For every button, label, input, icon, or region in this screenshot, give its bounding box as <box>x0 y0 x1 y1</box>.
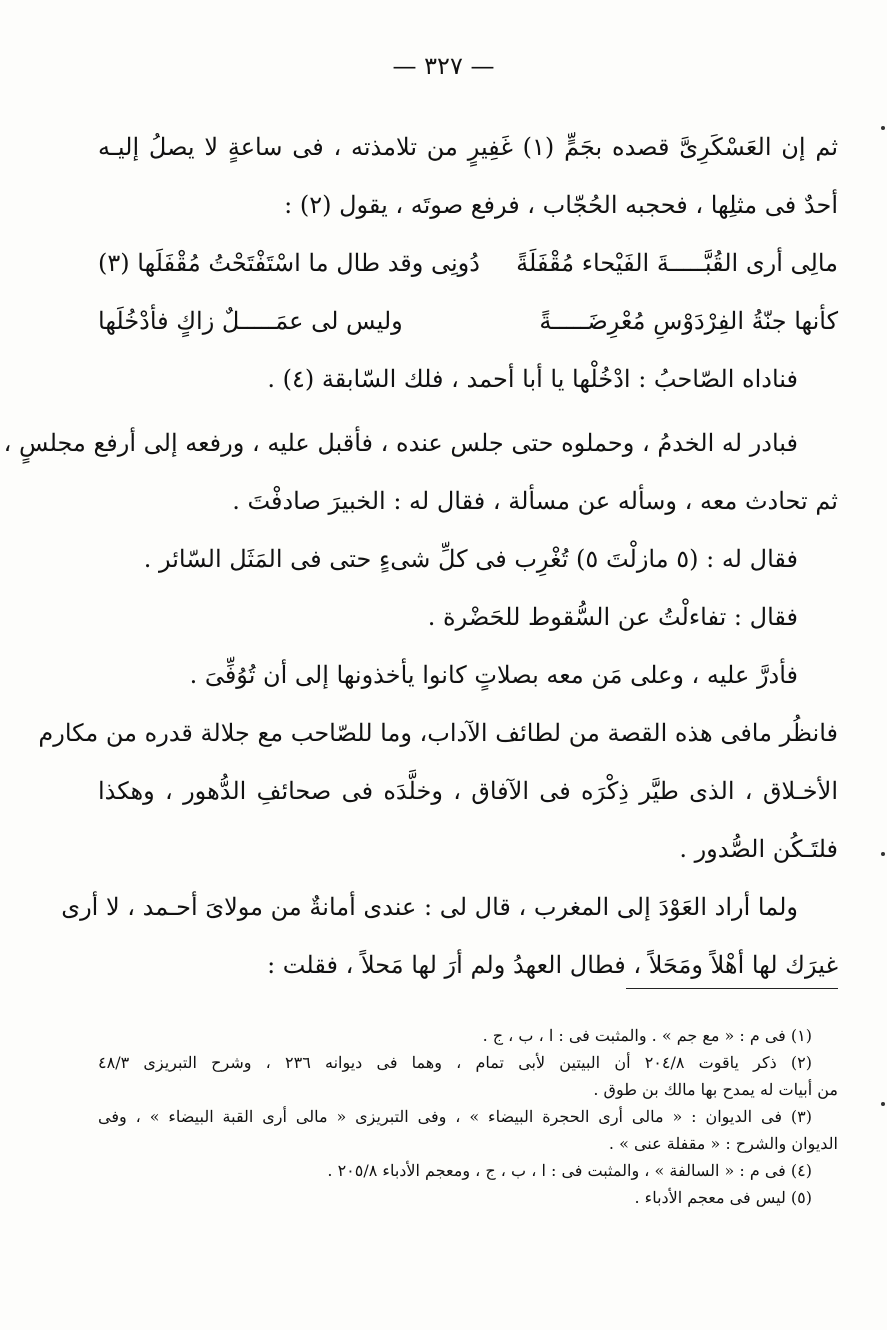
page-number: — ٣٢٧ — <box>392 52 495 80</box>
verse-first-hemistich: كأنها جنّةُ الفِرْدَوْسِ مُعْرِضَـــــةً <box>539 307 838 335</box>
footnote-separator <box>626 988 838 989</box>
footnote-line: الديوان والشرح : « مقفلة عنى » . <box>608 1134 838 1153</box>
text-line: فناداه الصّاحبُ : ادْخُلْها يا أبا أحمد ، فلك السّابقة (٤) . <box>267 365 798 393</box>
margin-dot <box>881 852 885 856</box>
text-line: ثم تحادث معه ، وسأله عن مسألة ، فقال له : الخبيرَ صادفْتَ . <box>232 487 838 515</box>
verse-second-hemistich: وليس لى عمَـــــلٌ زاكٍ فأدْخُلَها <box>98 307 403 335</box>
verse-second-hemistich: دُونِى وقد طال ما اسْتَفْتَحْتُ مُقْفَلَها (٣) <box>98 249 480 277</box>
main-text <box>3 118 838 994</box>
footnotes <box>98 1022 838 1211</box>
margin-dot <box>881 126 885 130</box>
footnote-line: (٥) ليس فى معجم الأدباء . <box>634 1188 812 1207</box>
text-line: فلتَـكُن الصُّدور . <box>679 835 838 863</box>
footnote-line: (٤) فى م : « السالفة » ، والمثبت فى : ا ، ب ، ج ، ومعجم الأدباء ٢٠٥/٨ . <box>327 1161 812 1180</box>
text-line: فقال له : (٥ مازلْتَ ٥) تُغْرِب فى كلِّ شىءٍ حتى فى المَثَل السّائر . <box>143 545 798 573</box>
text-line: الأخـلاق ، الذى طيَّر ذِكْرَه فى الآفاق ، وخلَّدَه فى صحائفِ الدُّهور ، وهكذا <box>98 777 838 805</box>
footnote-line: من أبيات له يمدح بها مالك بن طوق . <box>593 1080 838 1099</box>
verse-line <box>98 292 838 350</box>
verse-line <box>98 234 838 292</box>
text-line: أحدٌ فى مثلِها ، فحجبه الحُجّاب ، فرفع صوتَه ، يقول (٢) : <box>284 191 838 219</box>
text-line: فبادر له الخدمُ ، وحملوه حتى جلس عنده ، فأقبل عليه ، ورفعه إلى أرفع مجلسٍ ، <box>3 429 798 457</box>
text-line: فانظُر مافى هذه القصة من لطائف الآداب، وما للصّاحب مع جلالة قدره من مكارم <box>38 719 838 747</box>
margin-dot <box>881 1102 885 1106</box>
verse-first-hemistich: مالِى أرى القُبَّـــــةَ الفَيْحاء مُقْفَلَةً <box>516 249 838 277</box>
text-line: فقال : تفاءلْتُ عن السُّقوط للحَضْرة . <box>427 603 798 631</box>
text-line: فأدرَّ عليه ، وعلى مَن معه بصلاتٍ كانوا يأخذونها إلى أن تُوُفِّىَ . <box>189 661 798 689</box>
text-line: ثم إن العَسْكَرِىَّ قصده بجَمٍّ (١) غَفِيرٍ من تلامذته ، فى ساعةٍ لا يصلُ إليـه <box>98 133 838 161</box>
footnote-line: (٢) ذكر ياقوت ٢٠٤/٨ أن البيتين لأبى تمام ، وهما فى ديوانه ٢٣٦ ، وشرح التبريزى ٤٨/٣ <box>98 1053 813 1072</box>
text-line: غيرَك لها أهْلاً ومَحَلاً ، فطال العهدُ ولم أرَ لها مَحلاً ، فقلت : <box>267 951 838 979</box>
footnote-line: (٣) فى الديوان : « مالى أرى الحجرة البيضاء » ، وفى التبريزى « مالى أرى القبة البيضاء » ، وفى <box>98 1107 812 1126</box>
text-line: ولما أراد العَوْدَ إلى المغرب ، قال لى : عندى أمانةٌ من مولاىَ أحـمد ، لا أرى <box>61 893 798 921</box>
footnote-line: (١) فى م : « مع جم » . والمثبت فى : ا ، ب ، ج . <box>482 1026 812 1045</box>
